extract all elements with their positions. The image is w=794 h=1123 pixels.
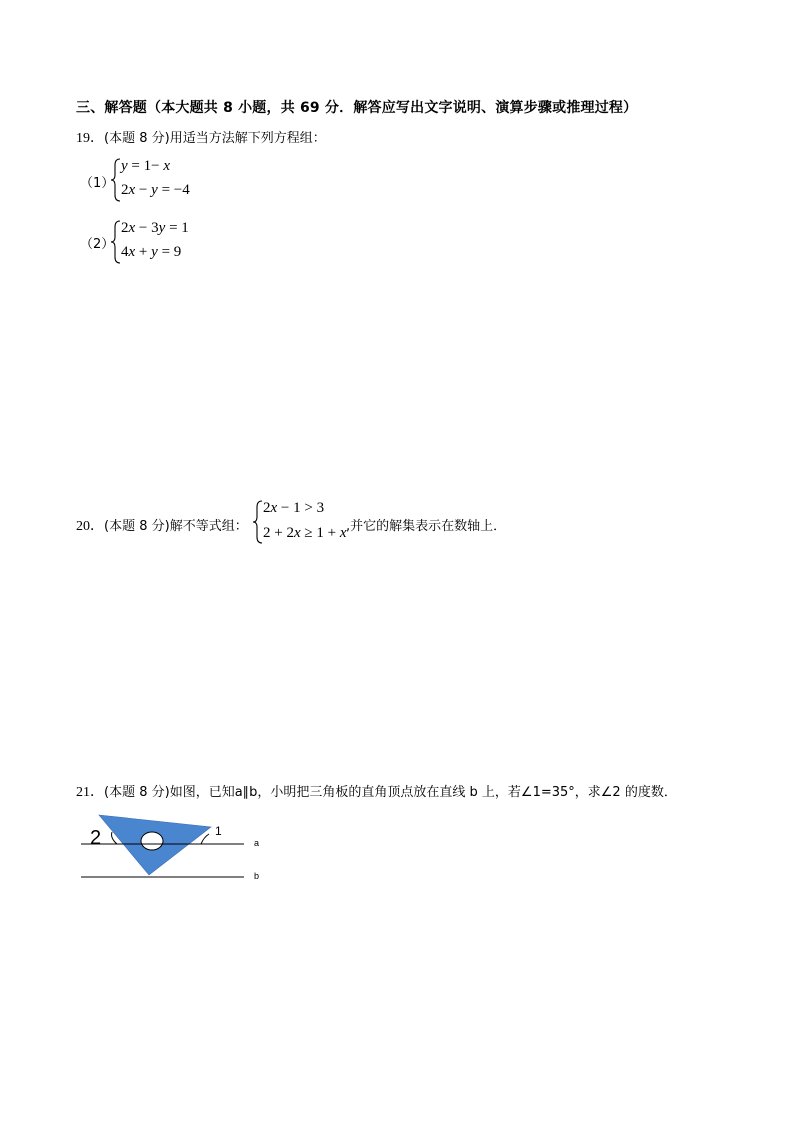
question-19-prompt: 用适当方法解下列方程组： xyxy=(169,131,326,146)
angle-1-arc xyxy=(201,834,209,844)
triangle-hole xyxy=(141,832,163,850)
question-20-prompt: 解不等式组： xyxy=(169,519,248,534)
question-21-number: 21． xyxy=(76,785,104,800)
q19-part1-eq1: y = 1− x xyxy=(121,158,171,174)
question-21-text: 如图，已知a∥b，小明把三角板的直角顶点放在直线 b 上，若∠1=35°，求∠2 的度数． xyxy=(169,785,677,800)
question-19-points: (本题 8 分) xyxy=(104,131,170,146)
q20-ineq2: 2 + 2x ≥ 1 + x xyxy=(263,525,347,541)
q20-ineq1: 2x − 1 > 3 xyxy=(263,500,325,516)
angle-2-label: 2 xyxy=(90,827,102,849)
q19-part2-eq1: 2x − 3y = 1 xyxy=(121,220,189,236)
question-19-stem xyxy=(76,127,326,147)
q19-part1-label: （1） xyxy=(80,176,115,191)
question-19-number: 19． xyxy=(76,131,104,146)
question-21-points: (本题 8 分) xyxy=(104,785,170,800)
q21-figure xyxy=(76,810,276,885)
q19-part2-label: （2） xyxy=(80,237,115,252)
question-20-tail: ,并它的解集表示在数轴上． xyxy=(346,519,507,534)
q19-part1-eq2: 2x − y = −4 xyxy=(121,182,190,198)
label-a: a xyxy=(254,838,260,848)
label-b: b xyxy=(254,871,260,881)
question-20-points: (本题 8 分) xyxy=(104,519,170,534)
question-21-stem xyxy=(76,781,677,801)
angle-1-label: 1 xyxy=(215,824,222,838)
question-20-number: 20． xyxy=(76,519,104,534)
question-20-stem xyxy=(76,515,248,535)
q19-part2-eq2: 4x + y = 9 xyxy=(121,244,182,260)
section-heading: 三、解答题（本大题共 8 小题，共 69 分．解答应写出文字说明、演算步骤或推理过程） xyxy=(76,100,638,116)
